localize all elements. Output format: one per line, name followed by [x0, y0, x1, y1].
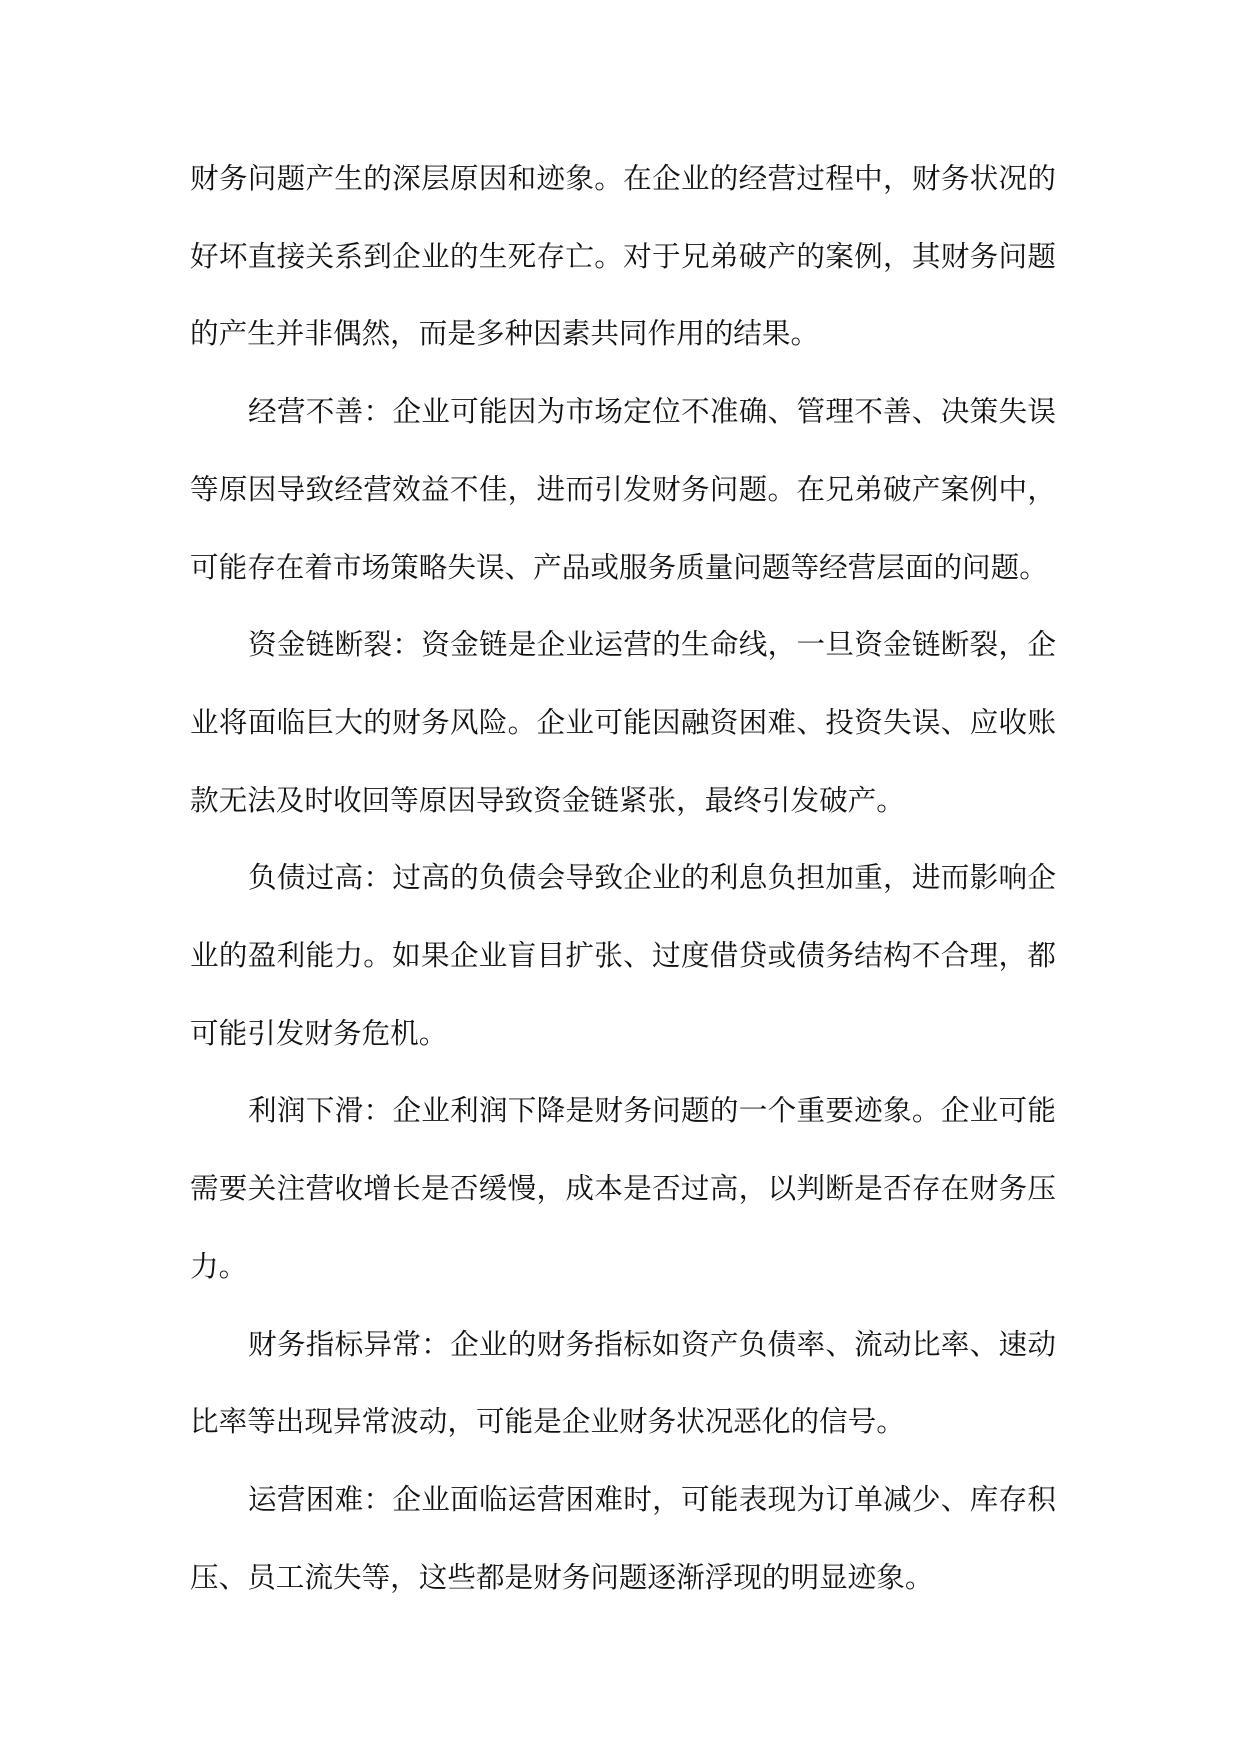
text-operational-difficulty: 企业面临运营困难时，可能表现为订单减少、库存积压、员工流失等，这些都是财务问题逐渐浮现的明显迹象。: [190, 1481, 1056, 1594]
text-abnormal-indicators: 企业的财务指标如资产负债率、流动比率、速动比率等出现异常波动，可能是企业财务状况恶化的信号。: [190, 1326, 1056, 1439]
text-poor-management: 企业可能因为市场定位不准确、管理不善、决策失误等原因导致经营效益不佳，进而引发财务问题。在兄弟破产案例中，可能存在着市场策略失误、产品或服务质量问题等经营层面的问题。: [190, 394, 1056, 584]
term-abnormal-indicators: 财务指标异常：: [248, 1326, 451, 1361]
paragraph-high-debt: [190, 839, 1056, 1072]
term-operational-difficulty: 运营困难：: [248, 1481, 393, 1516]
term-profit-decline: 利润下滑：: [248, 1093, 393, 1128]
text-profit-decline: 企业利润下降是财务问题的一个重要迹象。企业可能需要关注营收增长是否缓慢，成本是否过高，以判断是否存在财务压力。: [190, 1093, 1056, 1283]
text-high-debt: 过高的负债会导致企业的利息负担加重，进而影响企业的盈利能力。如果企业盲目扩张、过度借贷或债务结构不合理，都可能引发财务危机。: [190, 860, 1056, 1050]
intro-paragraph: [190, 140, 1056, 373]
paragraph-capital-chain: [190, 606, 1056, 839]
term-high-debt: 负债过高：: [248, 860, 393, 895]
intro-text: 财务问题产生的深层原因和迹象。在企业的经营过程中，财务状况的好坏直接关系到企业的生死存亡。对于兄弟破产的案例，其财务问题的产生并非偶然，而是多种因素共同作用的结果。: [190, 161, 1056, 351]
term-capital-chain: 资金链断裂：: [248, 627, 422, 662]
text-capital-chain: 资金链是企业运营的生命线，一旦资金链断裂，企业将面临巨大的财务风险。企业可能因融资困难、投资失误、应收账款无法及时收回等原因导致资金链紧张，最终引发破产。: [190, 627, 1056, 817]
paragraph-profit-decline: [190, 1072, 1056, 1305]
paragraph-operational-difficulty: [190, 1461, 1056, 1616]
document-body: [190, 140, 1056, 1616]
term-poor-management: 经营不善：: [248, 394, 393, 429]
paragraph-poor-management: [190, 373, 1056, 606]
paragraph-abnormal-indicators: [190, 1306, 1056, 1461]
